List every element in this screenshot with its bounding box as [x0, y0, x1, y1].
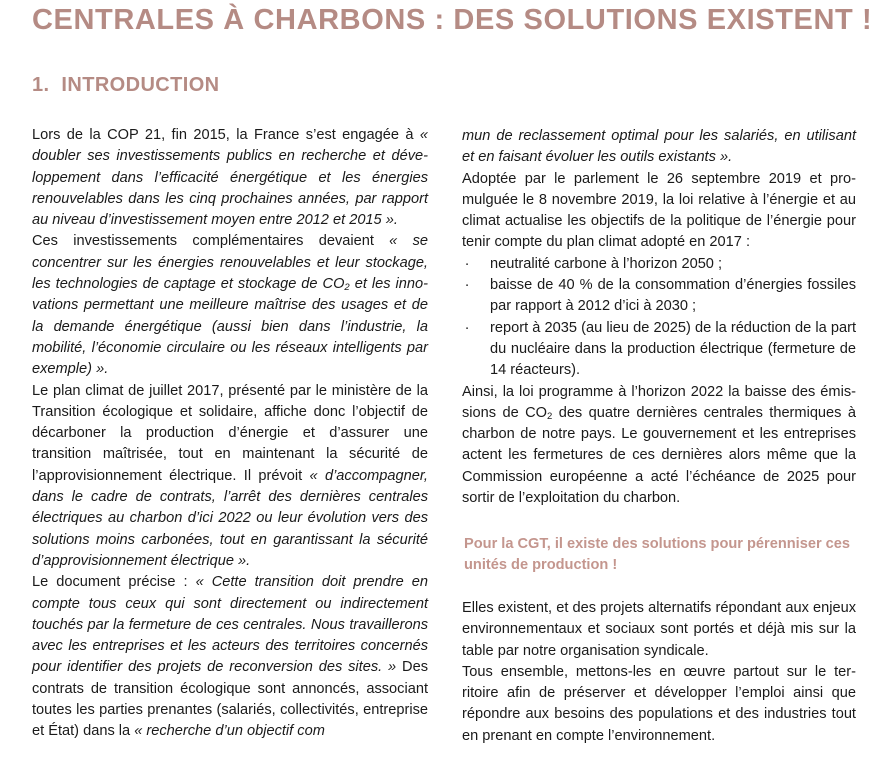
text-run: Ainsi, la loi programme à l’horizon 2022 la baisse des émissions de CO	[462, 383, 856, 421]
list-item	[462, 318, 856, 382]
section-heading	[32, 74, 220, 97]
quote-text	[32, 233, 428, 377]
text-run: Ces investissements complémentaires devaient	[32, 233, 390, 250]
text-run: Lors de la COP 21, fin 2015, la France s’est engagée à	[32, 127, 420, 143]
cgt-callout: Pour la CGT, il existe des solutions pour pérenniser ces unités de production !	[464, 536, 851, 574]
list-item-text: report à 2035 (au lieu de 2025) de la réduction de la part du nucléaire dans la production électrique (fermeture de 14 réacteurs).	[490, 319, 856, 379]
paragraph-plan-climat	[32, 381, 428, 573]
paragraph-cop21	[32, 125, 428, 231]
list-item	[462, 254, 856, 275]
text-run: Des contrats de transition écologique sont annoncés, associant toutes les parties prenantes (salariés, collectivités, entreprise et État) dans la	[32, 659, 428, 740]
paragraph-programme-2022	[462, 382, 856, 510]
text-run: Le plan climat de juillet 2017, présenté par le ministère de la Transition écologique et solidaire, affiche donc l’objectif de décarboner la production d’énergie et d’assurer une transition maîtrisée, tout en maintenant la sécurité de l’approvisionnement électrique. Il prévoit	[32, 382, 428, 484]
text-run: et les innovations permettant une meilleure maîtrise des usages et de la demande énergétique (aussi bien dans l’industrie, la mobilité, l’économie circulaire ou les réseaux intelligents par exemple) ».	[32, 276, 428, 378]
paragraph-investments	[32, 231, 428, 380]
left-column	[32, 125, 428, 743]
bullet-icon: ·	[464, 255, 470, 272]
list-item-text: neutralité carbone à l’horizon 2050 ;	[490, 255, 723, 272]
quote-text: « d’accompagner, dans le cadre de contrats, l’arrêt des dernières centrales électriques au charbon d’ici 2022 ou leur évolution vers des solutions moins carbonées, tout en garantissant la sécurité d’approvisionnement électrique ».	[32, 467, 428, 569]
paragraph-document	[32, 572, 428, 742]
right-column-conclusion	[462, 598, 856, 747]
paragraph-solutions: Elles existent, et des projets alternatifs répondant aux enjeux environnementaux et sociaux sont portés et déjà mis sur la table par notre organisation syndicale.	[462, 600, 856, 659]
quote-text: « Cette transition doit prendre en compte tous ceux qui sont directement ou indirectement touchés par la fermeture de ces centrales. Nous travaillerons avec les entreprises et les acteurs des territoires concernés pour identifier des projets de reconversion des sites. »	[32, 574, 428, 676]
paragraph-quote-continued: mun de reclassement optimal pour les salariés, en utilisant et en faisant évoluer les outils existants ».	[462, 128, 856, 166]
quote-text: « doubler ses investissements publics en recherche et développement dans l’efficacité énergétique et les énergies renouvelables dans les cinq prochaines années, par rapport au niveau d’investissement moyen entre 2012 et 2015 ».	[32, 127, 428, 229]
text-run: Le document précise :	[32, 574, 196, 591]
text-run: « se concentrer sur les énergies renouvelables et leur stockage, les technologies de captage et stockage de CO	[32, 233, 428, 293]
subscript: 2	[344, 282, 350, 294]
quote-text: « recherche d’un objectif com	[134, 723, 325, 740]
paragraph-call-to-action: Tous ensemble, mettons-les en œuvre partout sur le territoire afin de préserver et développer l’emploi ainsi que répondre aux besoins des populations et des industries tout en prenant en compte l’environnement.	[462, 663, 856, 744]
objectives-list	[462, 254, 856, 382]
text-run: des quatre dernières centrales thermiques à charbon de notre pays. Le gouvernement et les entreprises actent les fermetures de ces dernières alors même que la Commission européenne a acté l’échéance de 2025 pour sortir de l’exploitation du charbon.	[462, 404, 856, 507]
list-item	[462, 275, 856, 318]
bullet-icon: ·	[464, 277, 470, 294]
right-column	[462, 126, 856, 509]
page-title: CENTRALES À CHARBONS : DES SOLUTIONS EXISTENT !	[32, 4, 873, 36]
section-label: INTRODUCTION	[61, 74, 220, 96]
bullet-icon: ·	[464, 319, 470, 336]
section-number: 1.	[32, 74, 50, 96]
list-item-text: baisse de 40 % de la consommation d’énergies fossiles par rapport à 2012 d’ici à 2030 ;	[490, 277, 856, 315]
subscript: 2	[547, 410, 553, 422]
paragraph-loi-energie: Adoptée par le parlement le 26 septembre 2019 et promulguée le 8 novembre 2019, la loi relative à l’énergie et au climat actualise les objectifs de la politique de l’énergie pour tenir compte du plan climat adopté en 2017 :	[462, 170, 856, 251]
